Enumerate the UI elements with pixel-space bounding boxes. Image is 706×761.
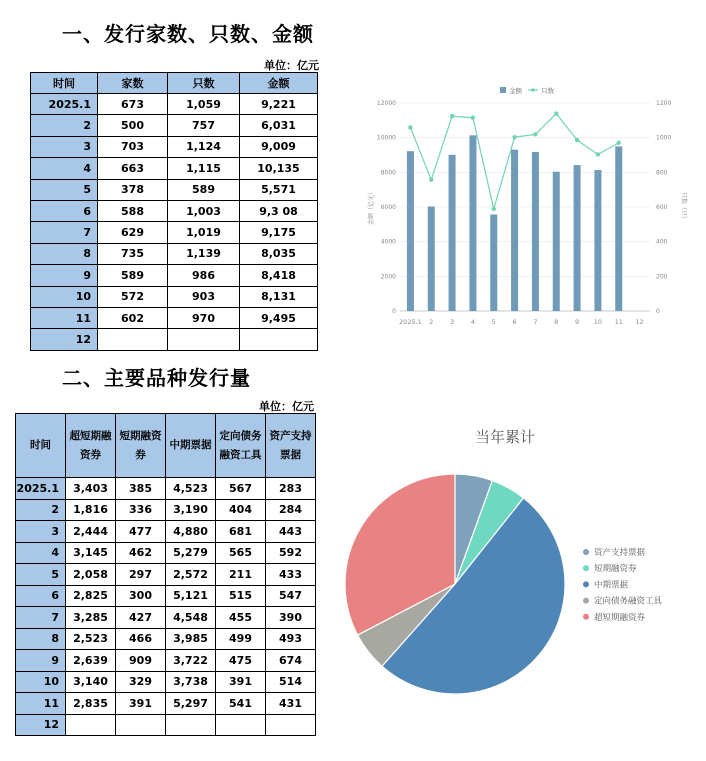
table-row <box>16 693 316 715</box>
table-cell: 565 <box>216 542 266 564</box>
table-row <box>16 585 316 607</box>
bar <box>449 155 456 311</box>
bar <box>511 150 518 311</box>
row-label: 2 <box>31 115 98 136</box>
table-cell: 390 <box>266 607 316 629</box>
column-header: 中期票据 <box>166 414 216 478</box>
table-cell: 378 <box>98 179 168 200</box>
table-row <box>16 714 316 736</box>
line-point <box>575 138 579 142</box>
table-cell: 3,738 <box>166 671 216 693</box>
x-tick-label: 5 <box>491 318 496 326</box>
line-point <box>596 152 600 156</box>
table-cell: 8,131 <box>240 286 318 307</box>
table-cell: 431 <box>266 693 316 715</box>
table-row <box>31 115 318 136</box>
table-cell: 2,835 <box>66 693 116 715</box>
legend-swatch <box>583 614 589 620</box>
table-cell: 735 <box>98 243 168 264</box>
bar <box>428 206 435 311</box>
table-cell: 547 <box>266 585 316 607</box>
table-cell <box>98 329 168 350</box>
row-label: 2025.1 <box>31 94 98 115</box>
row-label: 6 <box>31 200 98 221</box>
legend-swatch-point <box>531 88 535 92</box>
table-cell: 10,135 <box>240 158 318 179</box>
bar <box>594 170 601 311</box>
table-cell: 673 <box>98 94 168 115</box>
row-label: 2 <box>16 499 66 521</box>
legend-swatch <box>583 598 589 604</box>
table-cell: 3,285 <box>66 607 116 629</box>
table-cell: 663 <box>98 158 168 179</box>
table-cell: 462 <box>116 542 166 564</box>
row-label: 3 <box>31 136 98 157</box>
bar <box>615 146 622 311</box>
table-cell: 909 <box>116 650 166 672</box>
table-cell: 8,035 <box>240 243 318 264</box>
table-cell: 6,031 <box>240 115 318 136</box>
y2-tick-label: 800 <box>656 169 668 177</box>
table-cell: 757 <box>168 115 240 136</box>
row-label: 5 <box>16 564 66 586</box>
legend-label: 资产支持票据 <box>594 548 646 558</box>
x-tick-label: 8 <box>554 318 559 326</box>
line-point <box>450 114 454 118</box>
table-cell: 443 <box>266 521 316 543</box>
x-tick-label: 2025.1 <box>399 318 422 326</box>
y2-axis-label: 只数（只） <box>680 191 687 223</box>
table-cell: 2,639 <box>66 650 116 672</box>
line-point <box>512 135 516 139</box>
legend-label: 定向债务融资工具 <box>594 596 663 607</box>
table-cell: 3,190 <box>166 499 216 521</box>
y2-tick-label: 600 <box>656 204 668 211</box>
table-row <box>31 329 318 350</box>
row-label: 8 <box>31 243 98 264</box>
table-cell: 514 <box>266 671 316 693</box>
table-cell: 1,019 <box>168 222 240 243</box>
table-cell: 703 <box>98 136 168 157</box>
table-cell: 9,009 <box>240 136 318 157</box>
bar <box>407 151 414 311</box>
row-label: 7 <box>31 222 98 243</box>
y-tick-label: 0 <box>392 308 396 315</box>
table-cell <box>116 714 166 736</box>
section2-unit: 单位：亿元 <box>259 400 314 413</box>
table-row <box>31 179 318 200</box>
column-header: 金额 <box>240 73 318 94</box>
x-tick-label: 9 <box>575 318 580 326</box>
table-row <box>31 286 318 307</box>
table-row <box>16 521 316 543</box>
table-cell <box>216 714 266 736</box>
row-label: 12 <box>31 329 98 350</box>
x-tick-label: 2 <box>429 318 434 326</box>
bar <box>490 214 497 311</box>
bar <box>532 152 539 311</box>
table-row <box>31 265 318 286</box>
row-label: 11 <box>16 693 66 715</box>
table-cell: 541 <box>216 693 266 715</box>
legend-label: 中期票据 <box>594 580 629 591</box>
table-row <box>31 136 318 157</box>
y-axis-label: 金额（亿元） <box>368 188 375 226</box>
table-cell: 211 <box>216 564 266 586</box>
table-cell: 1,816 <box>66 499 116 521</box>
table-cell: 284 <box>266 499 316 521</box>
table-row <box>16 542 316 564</box>
section1-unit: 单位：亿元 <box>264 59 319 72</box>
table-cell: 2,825 <box>66 585 116 607</box>
table-cell: 477 <box>116 521 166 543</box>
column-header: 只数 <box>168 73 240 94</box>
table-cell: 1,124 <box>168 136 240 157</box>
table-cell: 336 <box>116 499 166 521</box>
table-cell: 5,571 <box>240 179 318 200</box>
column-header: 短期融资券 <box>116 414 166 478</box>
table-cell: 589 <box>98 265 168 286</box>
table-row <box>16 478 316 500</box>
table-cell: 493 <box>266 628 316 650</box>
y-tick-label: 12000 <box>376 100 396 107</box>
row-label: 6 <box>16 585 66 607</box>
row-label: 8 <box>16 628 66 650</box>
legend-label: 短期融资券 <box>594 564 637 575</box>
table-cell <box>166 714 216 736</box>
table-cell: 5,121 <box>166 585 216 607</box>
legend-swatch <box>500 87 506 93</box>
y2-tick-label: 0 <box>656 308 660 315</box>
x-tick-label: 7 <box>533 318 538 326</box>
table-cell: 385 <box>116 478 166 500</box>
table-row <box>31 307 318 328</box>
line-point <box>471 116 475 120</box>
line-point <box>429 178 433 182</box>
section2-title: 二、主要品种发行量 <box>62 366 251 390</box>
table-cell: 9,3 08 <box>240 200 318 221</box>
table-cell: 8,418 <box>240 265 318 286</box>
column-header: 资产支持票据 <box>266 414 316 478</box>
table-cell: 3,140 <box>66 671 116 693</box>
table-cell: 3,403 <box>66 478 116 500</box>
table-cell <box>266 714 316 736</box>
table-cell: 329 <box>116 671 166 693</box>
table-cell: 283 <box>266 478 316 500</box>
y-tick-label: 8000 <box>380 169 396 177</box>
x-tick-label: 3 <box>450 318 455 326</box>
table-row <box>31 243 318 264</box>
x-tick-label: 11 <box>614 318 623 326</box>
x-tick-label: 10 <box>593 318 603 326</box>
y2-tick-label: 1200 <box>656 100 672 107</box>
table-cell: 1,059 <box>168 94 240 115</box>
table-cell: 592 <box>266 542 316 564</box>
table-cell: 300 <box>116 585 166 607</box>
x-tick-label: 4 <box>470 318 475 326</box>
row-label: 7 <box>16 607 66 629</box>
table-cell: 391 <box>116 693 166 715</box>
y2-tick-label: 1000 <box>656 134 672 142</box>
y-tick-label: 6000 <box>380 204 396 211</box>
row-label: 5 <box>31 179 98 200</box>
x-tick-label: 12 <box>635 318 644 326</box>
y2-tick-label: 200 <box>656 273 668 281</box>
line-point <box>617 141 621 145</box>
variety-table <box>15 413 316 736</box>
column-header: 超短期融资券 <box>66 414 116 478</box>
issuance-table <box>30 72 318 351</box>
table-row <box>16 650 316 672</box>
table-cell: 404 <box>216 499 266 521</box>
table-cell: 572 <box>98 286 168 307</box>
table-cell: 499 <box>216 628 266 650</box>
table-cell: 391 <box>216 671 266 693</box>
table-cell <box>66 714 116 736</box>
y-tick-label: 2000 <box>380 273 396 281</box>
table-cell: 681 <box>216 521 266 543</box>
line-point <box>492 207 496 211</box>
row-label: 4 <box>31 158 98 179</box>
table-row <box>31 158 318 179</box>
legend-swatch <box>583 549 589 555</box>
bar <box>469 135 476 311</box>
legend-label: 超短期融资券 <box>594 612 646 623</box>
table-cell: 588 <box>98 200 168 221</box>
x-tick-label: 6 <box>512 318 517 326</box>
bar <box>553 172 560 311</box>
table-cell: 986 <box>168 265 240 286</box>
table-cell: 970 <box>168 307 240 328</box>
table-row <box>16 671 316 693</box>
line-point <box>554 111 558 115</box>
y-tick-label: 4000 <box>380 238 396 246</box>
legend-swatch <box>583 581 589 587</box>
table-cell: 1,115 <box>168 158 240 179</box>
y-tick-label: 10000 <box>376 134 396 142</box>
row-label: 2025.1 <box>16 478 66 500</box>
table-cell: 9,221 <box>240 94 318 115</box>
table-cell: 2,572 <box>166 564 216 586</box>
table-cell: 9,495 <box>240 307 318 328</box>
table-cell: 1,003 <box>168 200 240 221</box>
combo-chart <box>360 80 696 340</box>
table-cell: 903 <box>168 286 240 307</box>
row-label: 4 <box>16 542 66 564</box>
column-header: 时间 <box>16 414 66 478</box>
legend-swatch <box>583 565 589 571</box>
table-row <box>31 94 318 115</box>
table-row <box>31 200 318 221</box>
table-cell: 629 <box>98 222 168 243</box>
table-row <box>16 607 316 629</box>
table-cell: 433 <box>266 564 316 586</box>
legend-label: 金额 <box>509 87 522 95</box>
table-cell: 3,145 <box>66 542 116 564</box>
column-header: 家数 <box>98 73 168 94</box>
line-point <box>408 125 412 129</box>
table-cell: 1,139 <box>168 243 240 264</box>
row-label: 9 <box>16 650 66 672</box>
table-cell: 455 <box>216 607 266 629</box>
bar <box>574 165 581 311</box>
column-header: 定向债务融资工具 <box>216 414 266 478</box>
row-label: 10 <box>16 671 66 693</box>
table-cell: 475 <box>216 650 266 672</box>
row-label: 11 <box>31 307 98 328</box>
table-cell <box>240 329 318 350</box>
table-cell: 427 <box>116 607 166 629</box>
pie-title: 当年累计 <box>474 428 536 446</box>
row-label: 9 <box>31 265 98 286</box>
table-row <box>16 628 316 650</box>
table-cell: 567 <box>216 478 266 500</box>
table-cell: 500 <box>98 115 168 136</box>
section1-title: 一、发行家数、只数、金额 <box>62 22 314 46</box>
pie-chart <box>330 420 700 710</box>
table-cell: 2,523 <box>66 628 116 650</box>
table-cell: 5,297 <box>166 693 216 715</box>
row-label: 3 <box>16 521 66 543</box>
table-row <box>31 222 318 243</box>
table-row <box>16 564 316 586</box>
row-label: 12 <box>16 714 66 736</box>
table-cell: 3,985 <box>166 628 216 650</box>
table-row <box>16 499 316 521</box>
table-cell: 5,279 <box>166 542 216 564</box>
table-cell: 674 <box>266 650 316 672</box>
table-cell: 602 <box>98 307 168 328</box>
table-cell: 466 <box>116 628 166 650</box>
table-cell: 297 <box>116 564 166 586</box>
table-cell: 9,175 <box>240 222 318 243</box>
table-cell: 4,548 <box>166 607 216 629</box>
table-cell <box>168 329 240 350</box>
y2-tick-label: 400 <box>656 238 668 246</box>
column-header: 时间 <box>31 73 98 94</box>
table-cell: 4,523 <box>166 478 216 500</box>
table-cell: 515 <box>216 585 266 607</box>
legend-label: 只数 <box>541 87 554 95</box>
table-cell: 4,880 <box>166 521 216 543</box>
row-label: 10 <box>31 286 98 307</box>
table-cell: 2,444 <box>66 521 116 543</box>
table-cell: 2,058 <box>66 564 116 586</box>
line-point <box>533 132 537 136</box>
table-cell: 589 <box>168 179 240 200</box>
table-cell: 3,722 <box>166 650 216 672</box>
